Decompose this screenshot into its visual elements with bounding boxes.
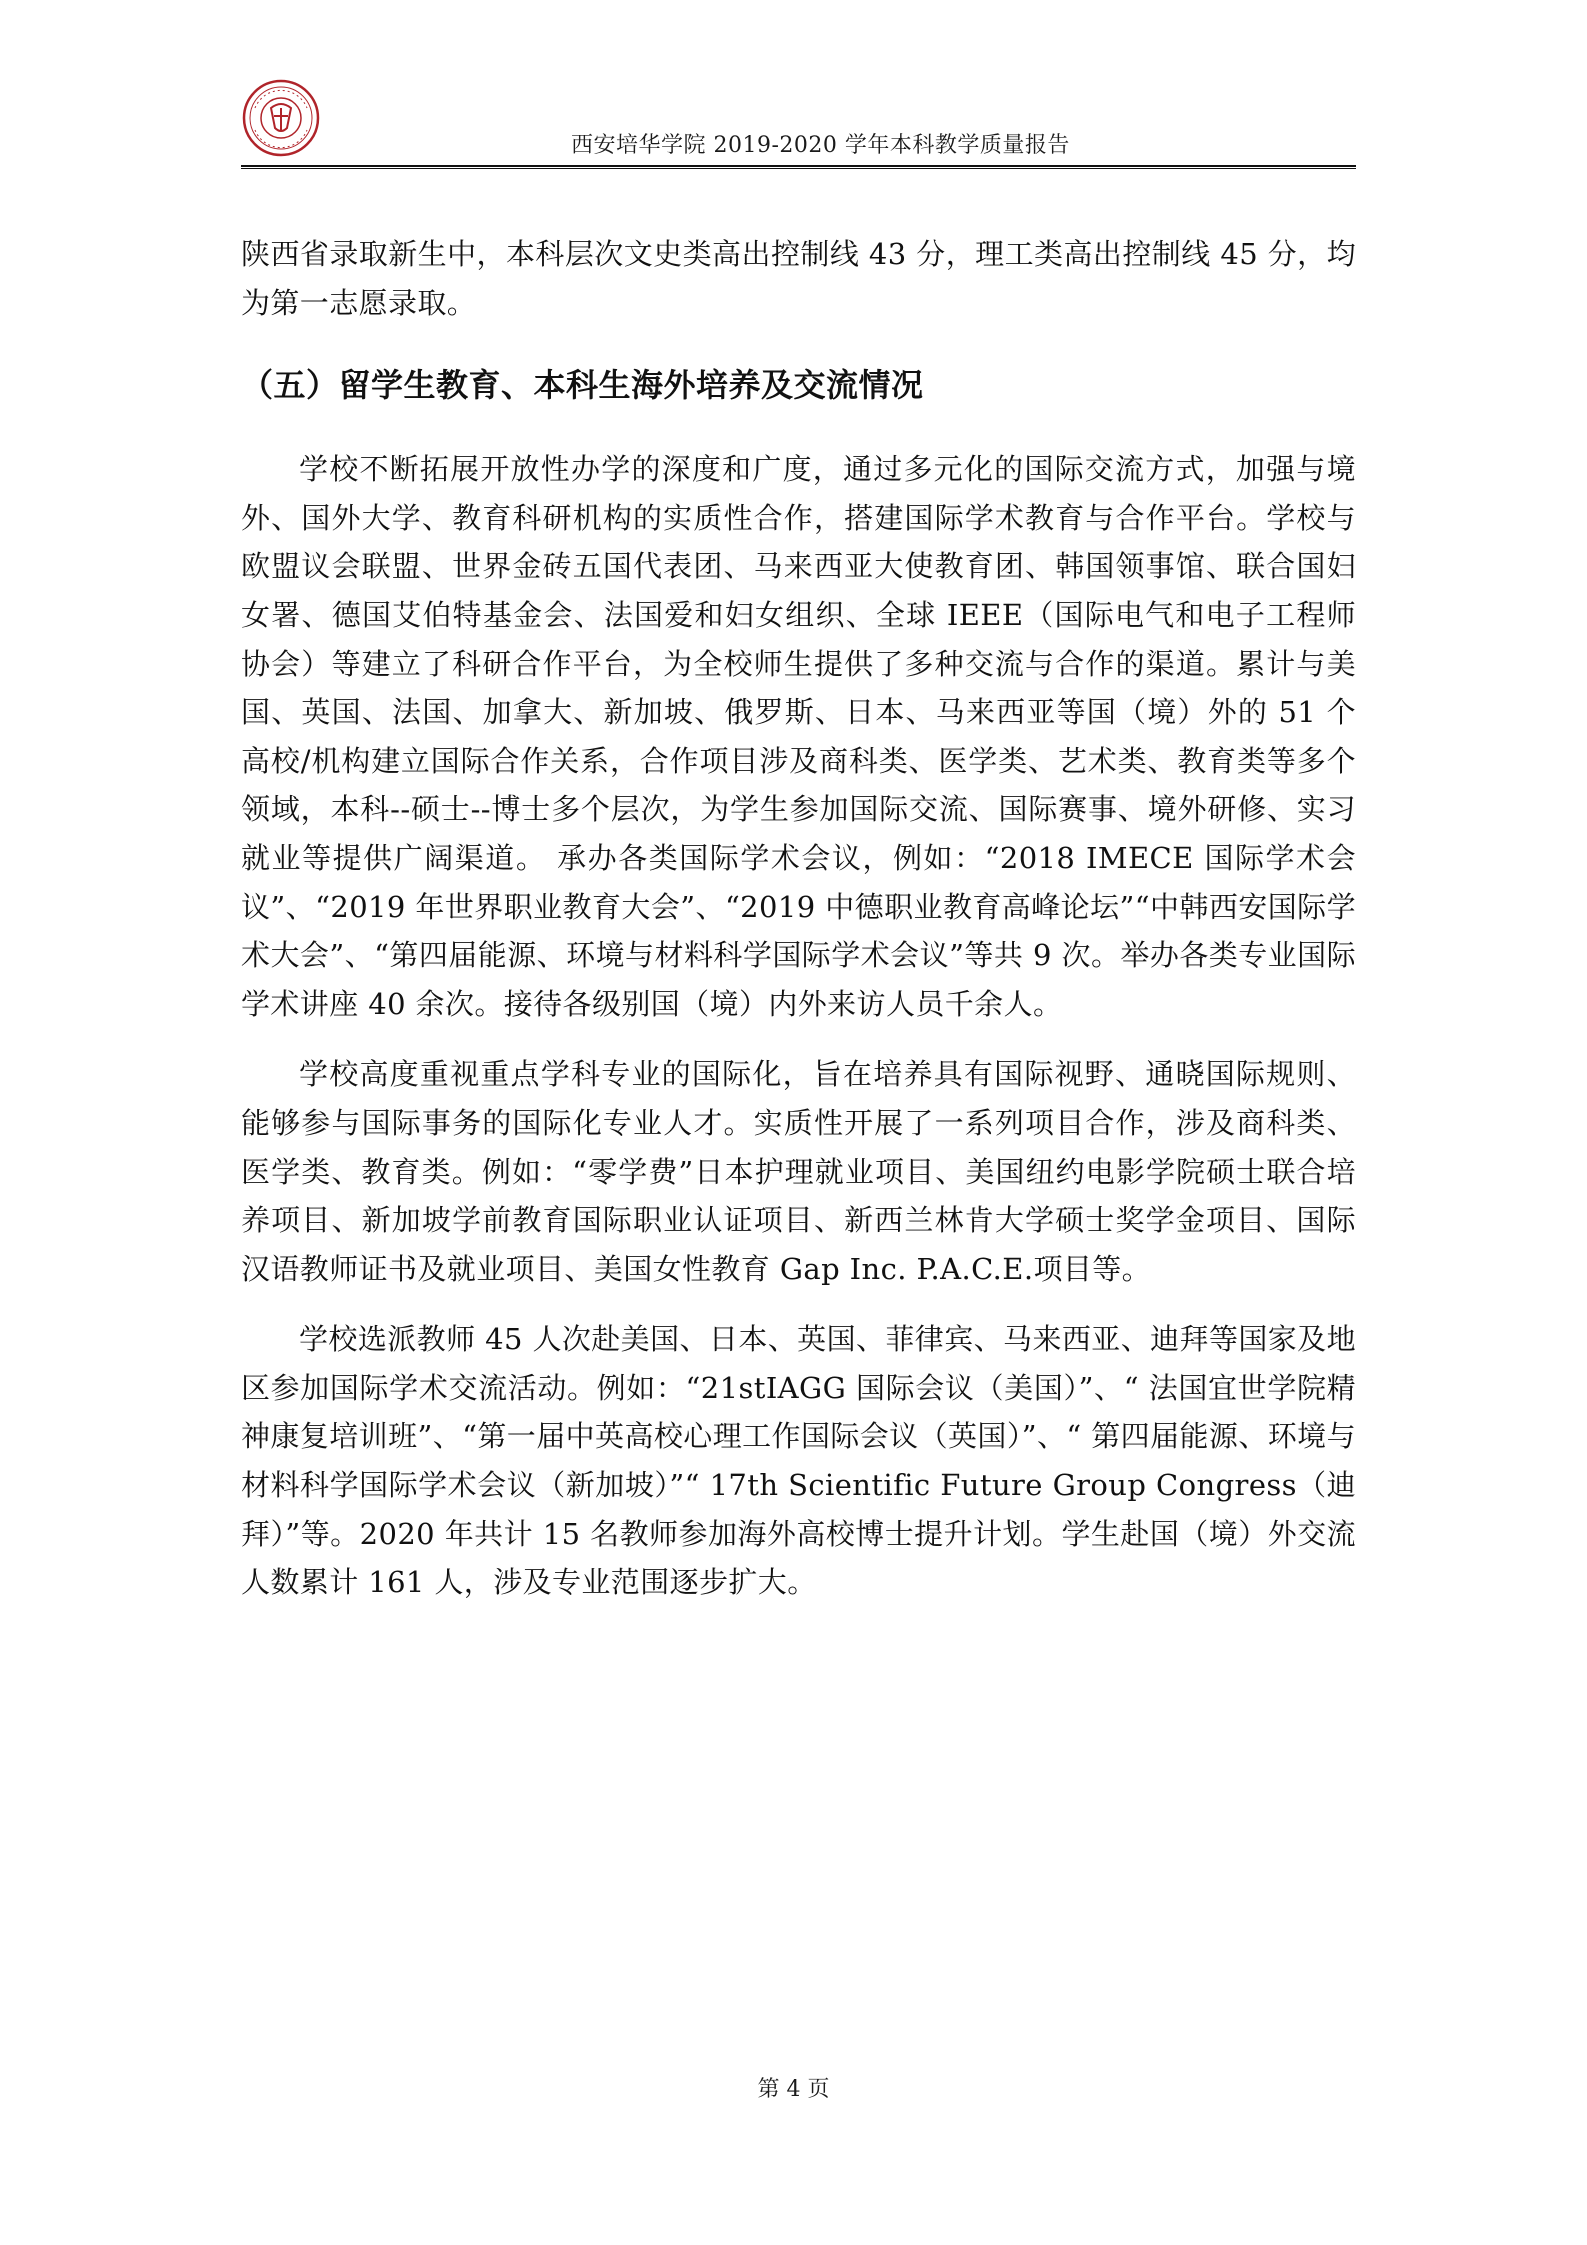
section-heading: （五）留学生教育、本科生海外培养及交流情况 [241, 366, 924, 405]
page-header [241, 78, 1356, 170]
body-paragraph: 学校不断拓展开放性办学的深度和广度，通过多元化的国际交流方式，加强与境外、国外大学、教育科研机构的实质性合作，搭建国际学术教育与合作平台。学校与欧盟议会联盟、世界金砖五国代表团、马来西亚大使教育团、韩国领事馆、联合国妇女署、德国艾伯特基金会、法国爱和妇女组织、全球 IEEE（国际电气和电子工程师协会）等建立了科研合作平台，为全校师生提供了多种交流与合作的渠道。累计与美国、英国、法国、加拿大、新加坡、俄罗斯、日本、马来西亚等国（境）外的 51 个高校/机构建立国际合作关系，合作项目涉及商科类、医学类、艺术类、教育类等多个领域，本科--硕士--博士多个层次，为学生参加国际交流、国际赛事、境外研修、实习就业等提供广阔渠道。 承办各类国际学术会议，例如：“2018 IMECE 国际学术会议”、“2019 年世界职业教育大会”、“2019 中德职业教育高峰论坛”“中韩西安国际学术大会”、“第四届能源、环境与材料科学国际学术会议”等共 9 次。举办各类专业国际学术讲座 40 余次。接待各级别国（境）内外来访人员千余人。 [241, 452, 1357, 1021]
university-seal-icon [241, 78, 321, 158]
header-divider [241, 165, 1356, 169]
document-body [241, 230, 1356, 1607]
continuation-paragraph: 陕西省录取新生中，本科层次文史类高出控制线 43 分，理工类高出控制线 45 分，均为第一志愿录取。 [241, 237, 1356, 320]
body-paragraph: 学校高度重视重点学科专业的国际化，旨在培养具有国际视野、通晓国际规则、能够参与国际事务的国际化专业人才。实质性开展了一系列项目合作，涉及商科类、医学类、教育类。例如：“零学费”日本护理就业项目、美国纽约电影学院硕士联合培养项目、新加坡学前教育国际职业认证项目、新西兰林肯大学硕士奖学金项目、国际汉语教师证书及就业项目、美国女性教育 Gap Inc. P.A.C.E.项目等。 [241, 1057, 1356, 1286]
body-paragraph: 学校选派教师 45 人次赴美国、日本、英国、菲律宾、马来西亚、迪拜等国家及地区参加国际学术交流活动。例如：“21stIAGG 国际会议（美国）”、“ 法国宜世学院精神康复培训班”、“第一届中英高校心理工作国际会议（英国）”、“ 第四届能源、环境与材料科学国际学术会议（新加坡）”“ 17th Scientific Future Group Congress（迪拜）”等。2020 年共计 15 名教师参加海外高校博士提升计划。学生赴国（境）外交流人数累计 161 人，涉及专业范围逐步扩大。 [241, 1322, 1356, 1600]
report-title: 西安培华学院 2019-2020 学年本科教学质量报告 [571, 133, 1070, 158]
page-number: 第 4 页 [757, 2077, 830, 2102]
